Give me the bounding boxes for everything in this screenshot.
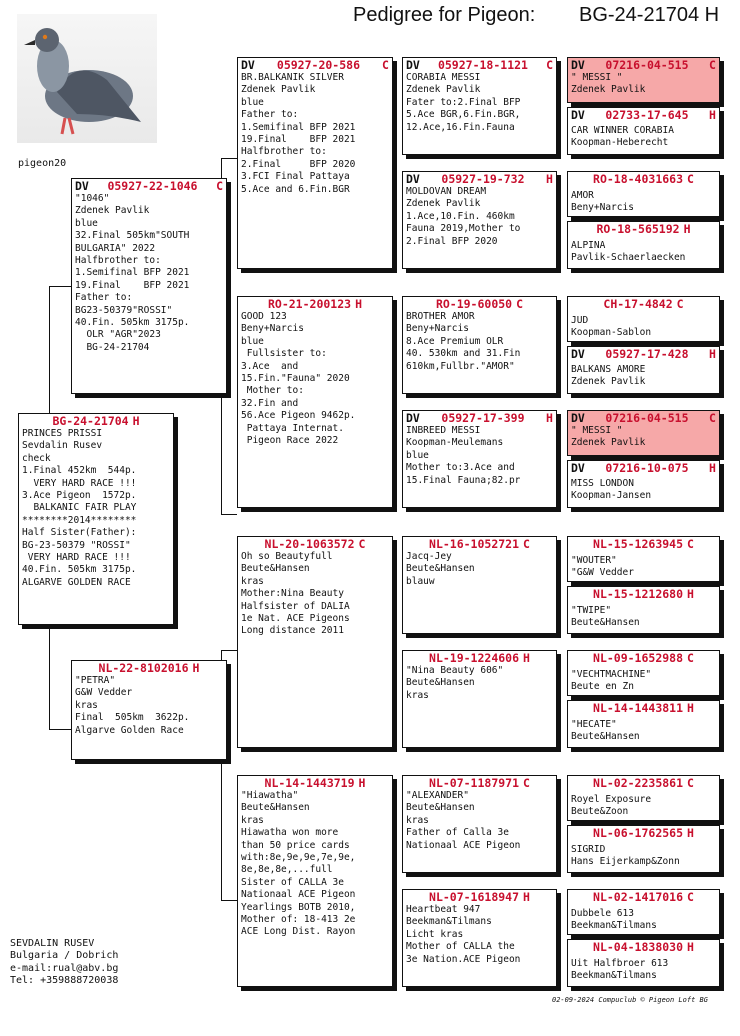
- sex-marker: H: [709, 347, 716, 361]
- country-code: DV: [571, 108, 585, 122]
- ring-number: BG-24-21704: [52, 414, 129, 428]
- card-g7[interactable]: [567, 410, 720, 456]
- card-body: BR.BALKANIK SILVER Zdenek Pavlik blue Father to: 1.Semifinal BFP 2021 19.Final BFP 2021 Halfbrother to: 2.Final BFP 2020 3.FCI Final Pattaya 5.Ace and 6.Fin.BGR: [241, 72, 356, 195]
- card-g4[interactable]: [567, 221, 720, 269]
- ring-number: 05927-20-586: [276, 58, 360, 72]
- card-g13[interactable]: [567, 775, 720, 821]
- copyright-note: 02-09-2024 Compuclub © Pigeon Loft BG: [552, 996, 708, 1004]
- country-code: DV: [406, 172, 420, 186]
- ring-number: NL-02-2235861: [593, 776, 684, 790]
- ring-number: RO-18-4031663: [593, 172, 684, 186]
- card-g9[interactable]: [567, 536, 720, 582]
- country-code: DV: [241, 58, 255, 72]
- card-body: " MESSI " Zdenek Pavlik: [571, 425, 646, 449]
- card-body: CORABIA MESSI Zdenek Pavlik Fater to:2.Final BFP 5.Ace BGR,6.Fin.BGR, 12.Ace,16.Fin.Fauna: [406, 72, 521, 133]
- sex-marker: H: [683, 222, 691, 236]
- ring-number: 07216-10-075: [605, 461, 689, 475]
- card-g10[interactable]: [567, 586, 720, 634]
- card-body: AMOR Beny+Narcis: [571, 190, 634, 214]
- card-body: Uit Halfbroer 613 Beekman&Tilmans: [571, 958, 669, 982]
- sex-marker: C: [687, 172, 694, 186]
- card-body: MOLDOVAN DREAM Zdenek Pavlik 1.Ace,10.Fin. 460km Fauna 2019,Mother to 2.Final BFP 2020: [406, 186, 521, 247]
- ring-number: 07216-04-515: [605, 58, 689, 72]
- ring-number: RO-21-200123: [267, 297, 352, 311]
- card-sire-sire[interactable]: [237, 57, 393, 269]
- country-code: DV: [571, 461, 585, 475]
- ring-number: NL-15-1212680: [593, 587, 684, 601]
- card-dsd[interactable]: [402, 650, 557, 748]
- card-g15[interactable]: [567, 889, 720, 935]
- card-g2[interactable]: [567, 107, 720, 155]
- card-body: BROTHER AMOR Beny+Narcis 8.Ace Premium OLR 40. 530km and 31.Fin 610km,Fullbr."AMOR": [406, 311, 521, 372]
- sex-marker: C: [687, 890, 694, 904]
- photo-label: pigeon20: [18, 158, 67, 169]
- card-g6[interactable]: [567, 346, 720, 394]
- connector: [221, 650, 237, 651]
- card-g5[interactable]: [567, 296, 720, 342]
- card-g14[interactable]: [567, 825, 720, 873]
- card-body: SIGRID Hans Eijerkamp&Zonn: [571, 844, 680, 868]
- sex-marker: H: [709, 461, 716, 475]
- sex-marker: C: [687, 651, 694, 665]
- sex-marker: H: [709, 108, 716, 122]
- country-code: DV: [406, 58, 420, 72]
- sex-marker: C: [516, 297, 524, 311]
- card-body: INBREED MESSI Koopman-Meulemans blue Mother to:3.Ace and 15.Final Fauna;82.pr: [406, 425, 521, 486]
- card-dam-dam[interactable]: [237, 775, 393, 987]
- card-g8[interactable]: [567, 460, 720, 508]
- card-body: "Nina Beauty 606" Beute&Hansen kras: [406, 665, 504, 701]
- card-body: Oh so Beautyfull Beute&Hansen kras Mother:Nina Beauty Halfsister of DALIA 1e Nat. ACE Pigeons Long distance 2011: [241, 551, 350, 637]
- country-code: DV: [406, 411, 420, 425]
- card-body: Royel Exposure Beute&Zoon: [571, 794, 652, 818]
- ring-number: NL-19-1224606: [429, 651, 520, 665]
- sex-marker: H: [355, 297, 363, 311]
- card-g11[interactable]: [567, 650, 720, 696]
- pigeon-photo: [17, 14, 157, 143]
- card-ddd[interactable]: [402, 889, 557, 987]
- card-sdd[interactable]: [402, 410, 557, 508]
- ring-number: CH-17-4842: [603, 297, 673, 311]
- sex-marker: H: [687, 826, 694, 840]
- card-sds[interactable]: [402, 296, 557, 394]
- ring-number: RO-18-565192: [596, 222, 680, 236]
- ring-number: 05927-17-428: [605, 347, 689, 361]
- ring-number: NL-14-1443719: [264, 776, 355, 790]
- card-ssd[interactable]: [402, 171, 557, 269]
- sex-marker: C: [523, 537, 530, 551]
- sex-marker: C: [709, 58, 716, 72]
- card-dds[interactable]: [402, 775, 557, 873]
- card-g16[interactable]: [567, 939, 720, 987]
- card-sire-dam[interactable]: [237, 296, 393, 508]
- sex-marker: C: [687, 537, 694, 551]
- ring-number: NL-22-8102016: [98, 661, 189, 675]
- card-g3[interactable]: [567, 171, 720, 217]
- header-ring: BG-24-21704 H: [579, 4, 720, 26]
- ring-number: 07216-04-515: [605, 411, 689, 425]
- ring-number: NL-02-1417016: [593, 890, 684, 904]
- connector: [49, 625, 50, 729]
- card-body: MISS LONDON Koopman-Jansen: [571, 478, 652, 502]
- ring-number: 05927-19-732: [441, 172, 525, 186]
- card-body: "PETRA" G&W Vedder kras Final 505km 3622p. Algarve Golden Race: [75, 675, 190, 736]
- sex-marker: H: [546, 411, 553, 425]
- country-code: DV: [571, 58, 585, 72]
- sex-marker: C: [687, 776, 694, 790]
- ring-number: 02733-17-645: [605, 108, 689, 122]
- sex-marker: C: [709, 411, 716, 425]
- card-body: BALKANS AMORE Zdenek Pavlik: [571, 364, 646, 388]
- card-dam[interactable]: [71, 660, 227, 760]
- card-g1[interactable]: [567, 57, 720, 103]
- ring-number: NL-06-1762565: [593, 826, 684, 840]
- card-body: "HECATE" Beute&Hansen: [571, 719, 640, 743]
- card-g12[interactable]: [567, 700, 720, 748]
- sex-marker: C: [358, 537, 366, 551]
- card-body: "Hiawatha" Beute&Hansen kras Hiawatha won more than 50 price cards with:8e,9e,9e,7e,9e, 8e,8e,8e,...full Sister of CALLA 3e Nationaal ACE Pigeon Yearlings BOTB 2010, Mother of: 18-413 2e ACE Long Dist. Rayon: [241, 790, 356, 938]
- card-body: "TWIPE" Beute&Hansen: [571, 605, 640, 629]
- ring-number: 05927-22-1046: [107, 179, 198, 193]
- ring-number: 05927-18-1121: [437, 58, 528, 72]
- sex-marker: H: [546, 172, 553, 186]
- breeder-contact: SEVDALIN RUSEV Bulgaria / Dobrich e-mail:rual@abv.bg Tel: +359888720038: [10, 938, 119, 986]
- connector: [49, 286, 50, 413]
- connector: [49, 286, 71, 287]
- ring-number: NL-07-1187971: [429, 776, 520, 790]
- sex-marker: H: [687, 587, 694, 601]
- card-sss[interactable]: [402, 57, 557, 155]
- connector: [221, 900, 237, 901]
- sex-marker: H: [687, 701, 694, 715]
- card-body: "VECHTMACHINE" Beute en Zn: [571, 669, 652, 693]
- connector: [221, 514, 237, 515]
- ring-number: NL-15-1263945: [593, 537, 684, 551]
- ring-number: NL-07-1618947: [429, 890, 520, 904]
- ring-number: NL-20-1063572: [264, 537, 355, 551]
- sex-marker: H: [132, 414, 140, 428]
- ring-number: NL-09-1652988: [593, 651, 684, 665]
- sex-marker: H: [358, 776, 366, 790]
- ring-number: NL-04-1838030: [593, 940, 684, 954]
- card-body: Dubbele 613 Beekman&Tilmans: [571, 908, 657, 932]
- card-dss[interactable]: [402, 536, 557, 634]
- sex-marker: C: [216, 179, 223, 193]
- header-title: Pedigree for Pigeon:: [353, 4, 536, 26]
- card-sire[interactable]: [71, 178, 227, 394]
- card-body: " MESSI " Zdenek Pavlik: [571, 72, 646, 96]
- country-code: DV: [75, 179, 89, 193]
- card-dam-sire[interactable]: [237, 536, 393, 748]
- card-body: JUD Koopman-Sablon: [571, 315, 652, 339]
- card-body: CAR WINNER CORABIA Koopman-Heberecht: [571, 125, 674, 149]
- ring-number: NL-14-1443811: [593, 701, 684, 715]
- connector: [221, 394, 222, 514]
- ring-number: 05927-17-399: [441, 411, 525, 425]
- card-body: "WOUTER" "G&W Vedder: [571, 555, 634, 579]
- country-code: DV: [571, 411, 585, 425]
- card-body: Jacq-Jey Beute&Hansen blauw: [406, 551, 475, 587]
- pigeon-image: [17, 14, 157, 143]
- connector: [49, 729, 71, 730]
- card-body: ALPINA Pavlik-Schaerlaecken: [571, 240, 686, 264]
- sex-marker: C: [546, 58, 553, 72]
- sex-marker: H: [192, 661, 200, 675]
- connector: [221, 760, 222, 900]
- sex-marker: H: [523, 651, 530, 665]
- sex-marker: C: [676, 297, 684, 311]
- sex-marker: C: [523, 776, 530, 790]
- card-body: Heartbeat 947 Beekman&Tilmans Licht kras Mother of CALLA the 3e Nation.ACE Pigeon: [406, 904, 521, 965]
- card-body: "ALEXANDER" Beute&Hansen kras Father of Calla 3e Nationaal ACE Pigeon: [406, 790, 521, 851]
- card-body: PRINCES PRISSI Sevdalin Rusev check 1.Final 452km 544p. VERY HARD RACE !!! 3.Ace Pigeon 1572p. BALKANIC FAIR PLAY ********2014******** Half Sister(Father): BG-23-50379 "ROSSI" VERY HARD RACE !!! 40.Fin. 505km 3175p. ALGARVE GOLDEN RACE: [22, 428, 137, 588]
- sex-marker: H: [687, 940, 694, 954]
- country-code: DV: [571, 347, 585, 361]
- card-subject[interactable]: [18, 413, 174, 625]
- sex-marker: H: [523, 890, 530, 904]
- sex-marker: C: [382, 58, 389, 72]
- card-body: GOOD 123 Beny+Narcis blue Fullsister to: 3.Ace and 15.Fin."Fauna" 2020 Mother to: 32.Fin and 56.Ace Pigeon 9462p. Pattaya Internat. Pigeon Race 2022: [241, 311, 356, 447]
- card-body: "1046" Zdenek Pavlik blue 32.Final 505km"SOUTH BULGARIA" 2022 Halfbrother to: 1.Semifinal BFP 2021 19.Final BFP 2021 Father to: BG23-50379"ROSSI" 40.Fin. 505km 3175p. OLR "AGR"2023 BG-24-21704: [75, 193, 190, 353]
- ring-number: NL-16-1052721: [429, 537, 520, 551]
- ring-number: RO-19-60050: [435, 297, 513, 311]
- connector: [221, 158, 237, 159]
